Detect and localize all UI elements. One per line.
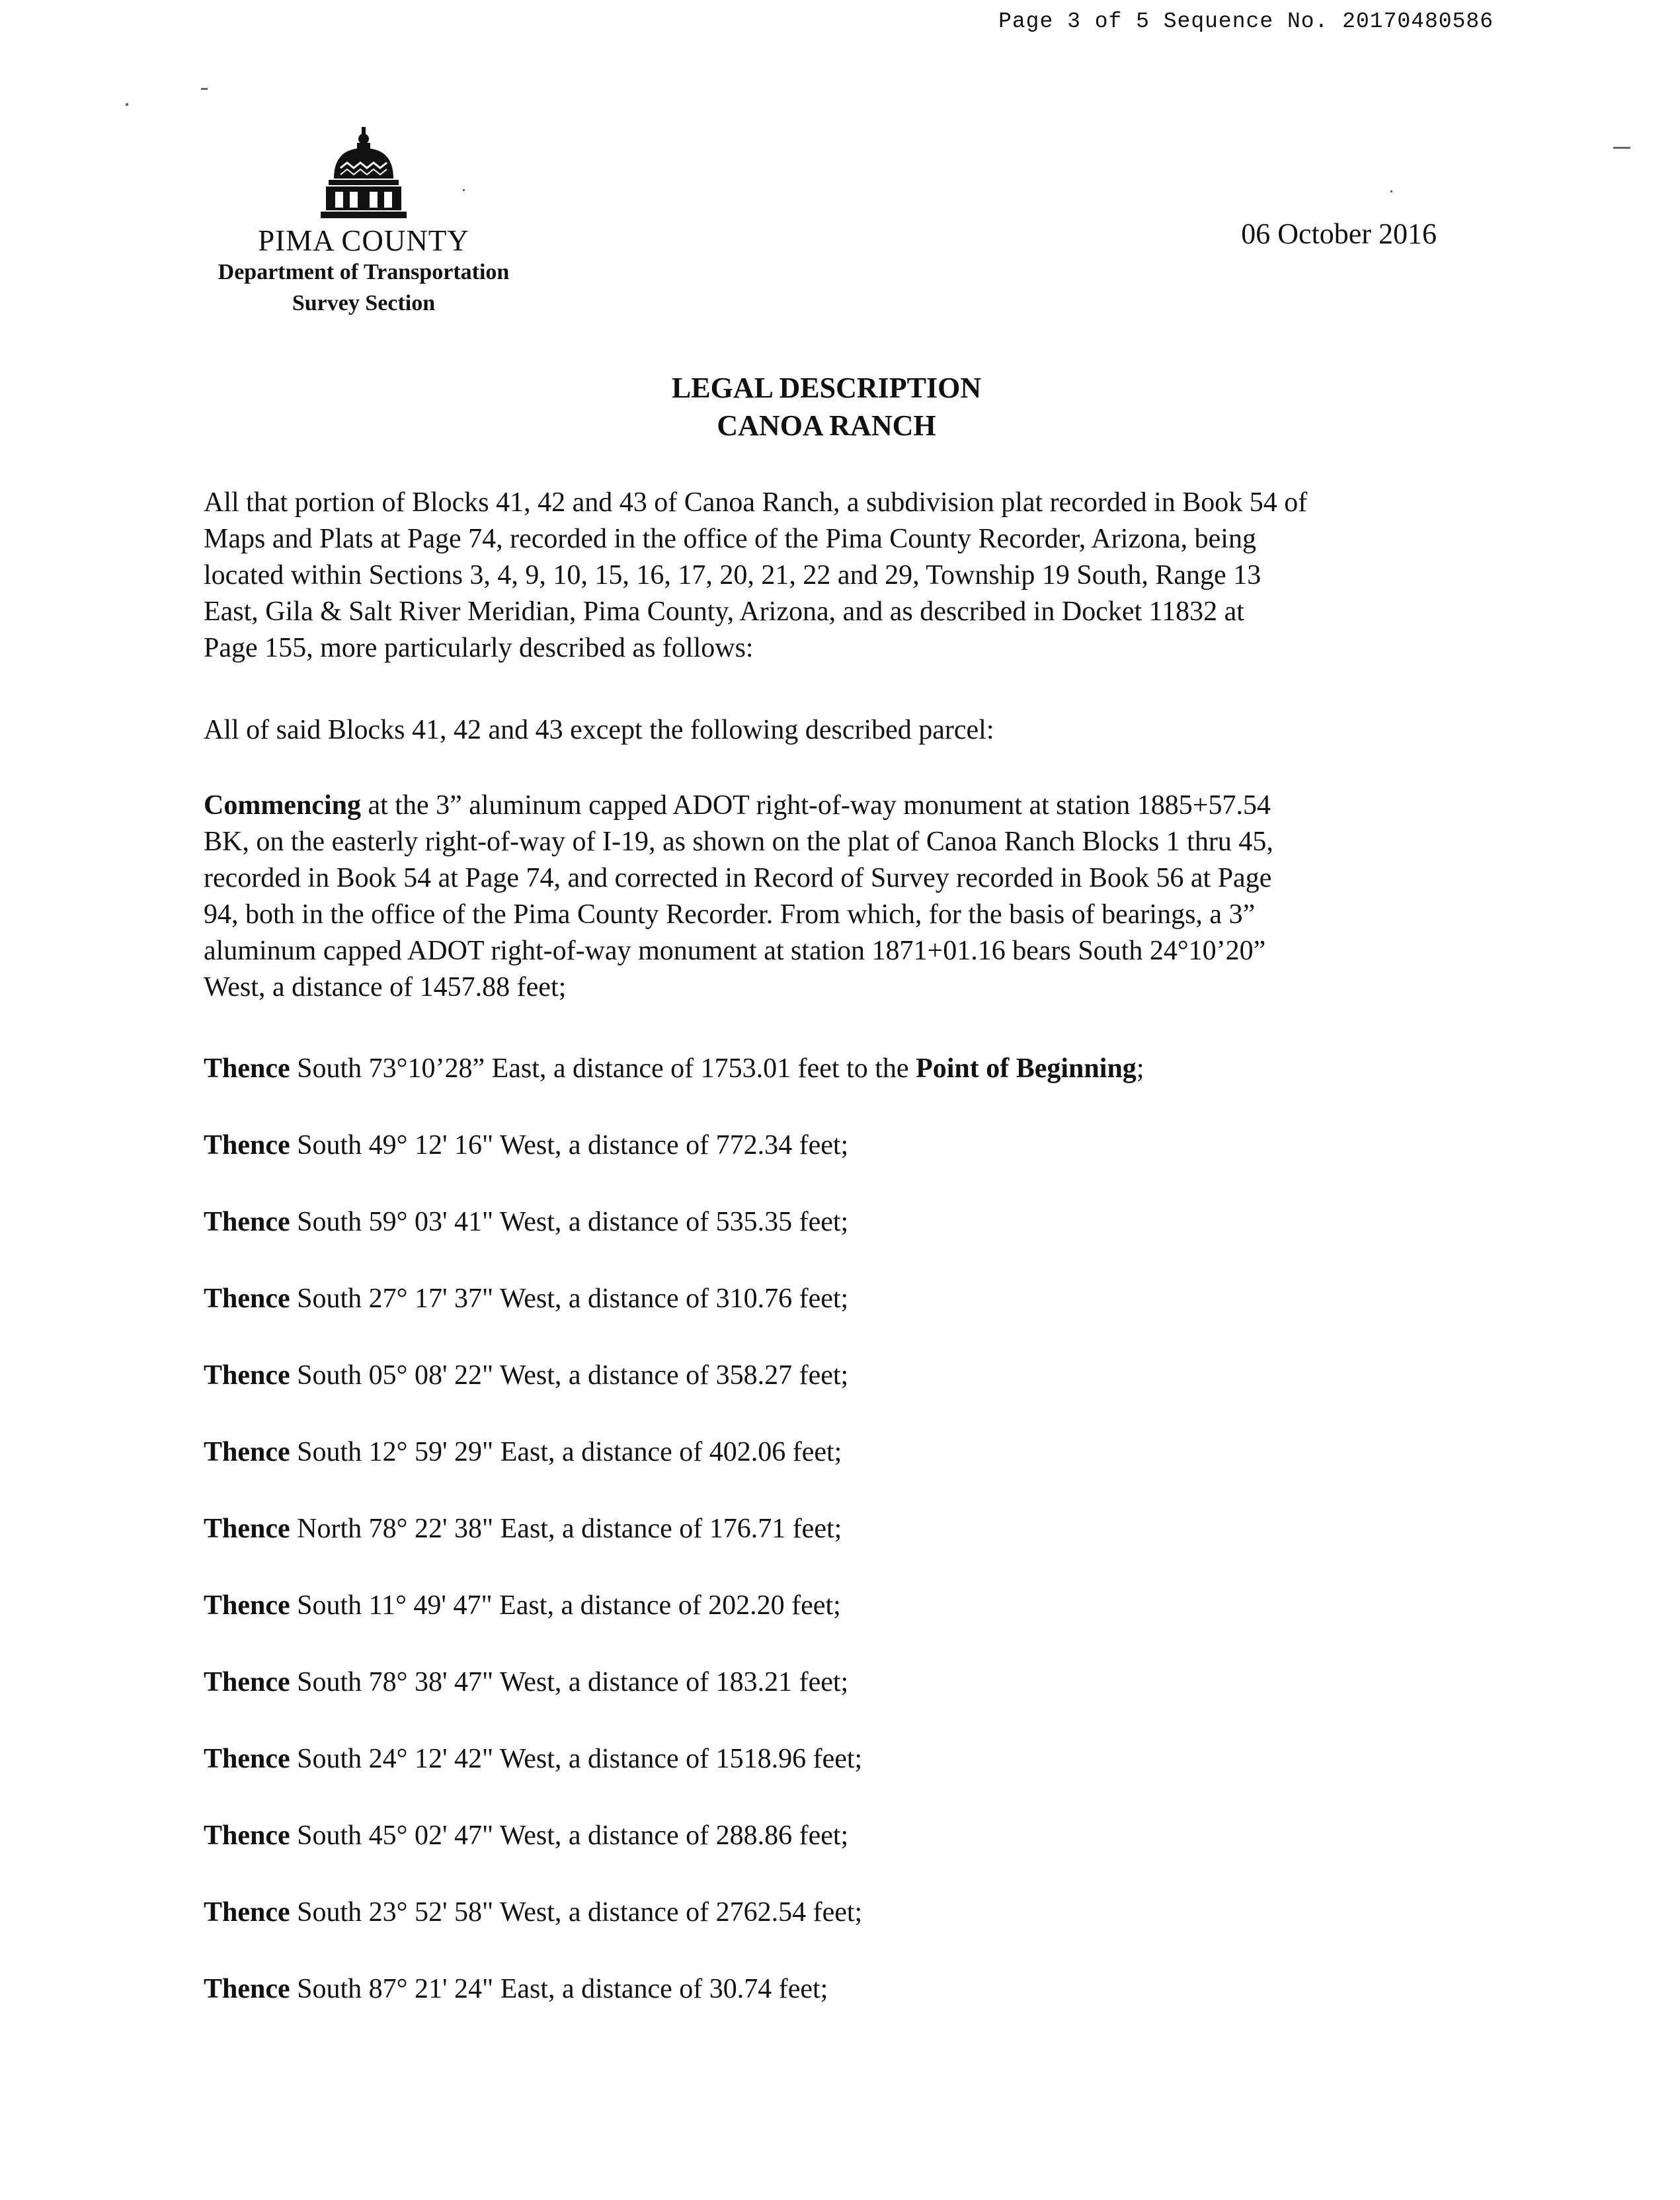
scan-speck xyxy=(463,189,465,191)
page-sequence-stamp: Page 3 of 5 Sequence No. 20170480586 xyxy=(998,9,1494,34)
course-lead: Thence xyxy=(204,1283,290,1314)
scan-speck xyxy=(126,103,128,106)
commencing-lead: Commencing xyxy=(204,790,361,821)
scan-speck xyxy=(1613,147,1630,149)
course-line xyxy=(204,1741,862,1777)
course-line xyxy=(204,1894,862,1931)
course-text: South 73°10’28” East, a distance of 1753.01 feet to the xyxy=(290,1053,916,1084)
course-tail: ; xyxy=(1136,1053,1144,1084)
commencing-paragraph xyxy=(204,788,1466,1006)
course-lead: Thence xyxy=(204,1514,290,1544)
point-of-beginning-course xyxy=(204,1051,1144,1087)
course-line xyxy=(204,1204,848,1241)
commencing-first-line: at the 3” aluminum capped ADOT right-of-way monument at station 1885+57.54 xyxy=(360,790,1271,821)
exception-text: All of said Blocks 41, 42 and 43 except the following described parcel: xyxy=(204,715,994,745)
commencing-line: 94, both in the office of the Pima County Recorder. From which, for the basis of bearings, a 3” xyxy=(204,899,1256,930)
commencing-line: aluminum capped ADOT right-of-way monument at station 1871+01.16 bears South 24°10’20” xyxy=(204,936,1266,966)
course-line xyxy=(204,1434,842,1471)
course-lead: Thence xyxy=(204,1437,290,1467)
commencing-line: BK, on the easterly right-of-way of I-19, as shown on the plat of Canoa Ranch Blocks 1 thru 45, xyxy=(204,827,1273,857)
exception-paragraph xyxy=(204,712,1466,749)
course-text: South 24° 12' 42" West, a distance of 1518.96 feet; xyxy=(290,1744,863,1774)
intro-line: East, Gila & Salt River Meridian, Pima County, Arizona, and as described in Docket 11832 at xyxy=(204,596,1244,627)
course-text: South 59° 03' 41" West, a distance of 535.35 feet; xyxy=(290,1207,849,1237)
course-line xyxy=(204,1358,848,1394)
courthouse-dome-icon xyxy=(321,126,407,225)
agency-name: PIMA COUNTY xyxy=(258,224,469,257)
course-lead: Thence xyxy=(204,1053,290,1084)
course-text: South 12° 59' 29" East, a distance of 402.06 feet; xyxy=(290,1437,842,1467)
section-name: Survey Section xyxy=(292,291,436,315)
department-name: Department of Transportation xyxy=(218,260,510,284)
course-lead: Thence xyxy=(204,1820,290,1851)
course-text: North 78° 22' 38" East, a distance of 176.71 feet; xyxy=(290,1514,842,1544)
intro-line: Maps and Plats at Page 74, recorded in the office of the Pima County Recorder, Arizona, being xyxy=(204,524,1256,554)
commencing-line: West, a distance of 1457.88 feet; xyxy=(204,972,567,1002)
scan-speck xyxy=(1390,190,1392,192)
course-lead: Thence xyxy=(204,1590,290,1621)
document-date: 06 October 2016 xyxy=(1241,218,1437,250)
course-line xyxy=(204,1281,848,1317)
course-line xyxy=(204,1664,848,1701)
course-text: South 49° 12' 16" West, a distance of 772.34 feet; xyxy=(290,1130,849,1161)
title-line-1: LEGAL DESCRIPTION xyxy=(671,372,982,404)
course-lead: Thence xyxy=(204,1744,290,1774)
course-text: South 23° 52' 58" West, a distance of 2762.54 feet; xyxy=(290,1897,863,1928)
course-lead: Thence xyxy=(204,1974,290,2004)
course-line xyxy=(204,1971,828,2008)
intro-line: All that portion of Blocks 41, 42 and 43 of Canoa Ranch, a subdivision plat recorded in Book 54 of xyxy=(204,487,1308,518)
intro-line: located within Sections 3, 4, 9, 10, 15, 16, 17, 20, 21, 22 and 29, Township 19 South, Range 13 xyxy=(204,560,1261,591)
course-lead: Thence xyxy=(204,1207,290,1237)
course-line xyxy=(204,1511,842,1547)
course-line xyxy=(204,1818,848,1854)
course-lead: Thence xyxy=(204,1130,290,1161)
title-line-2: CANOA RANCH xyxy=(717,409,936,442)
course-lead: Thence xyxy=(204,1360,290,1391)
scan-speck xyxy=(201,88,208,90)
point-of-beginning-label: Point of Beginning xyxy=(916,1053,1137,1084)
course-lead: Thence xyxy=(204,1897,290,1928)
course-line xyxy=(204,1588,841,1624)
course-text: South 11° 49' 47" East, a distance of 202.20 feet; xyxy=(290,1590,841,1621)
course-text: South 78° 38' 47" West, a distance of 183.21 feet; xyxy=(290,1667,849,1697)
intro-paragraph xyxy=(204,485,1466,667)
course-lead: Thence xyxy=(204,1667,290,1697)
course-line xyxy=(204,1127,848,1164)
course-text: South 87° 21' 24" East, a distance of 30.74 feet; xyxy=(290,1974,828,2004)
commencing-line: recorded in Book 54 at Page 74, and corrected in Record of Survey recorded in Book 56 at Page xyxy=(204,863,1272,893)
course-text: South 05° 08' 22" West, a distance of 358.27 feet; xyxy=(290,1360,849,1391)
course-text: South 45° 02' 47" West, a distance of 288.86 feet; xyxy=(290,1820,849,1851)
course-text: South 27° 17' 37" West, a distance of 310.76 feet; xyxy=(290,1283,849,1314)
intro-line: Page 155, more particularly described as follows: xyxy=(204,633,754,663)
agency-letterhead xyxy=(188,126,539,319)
